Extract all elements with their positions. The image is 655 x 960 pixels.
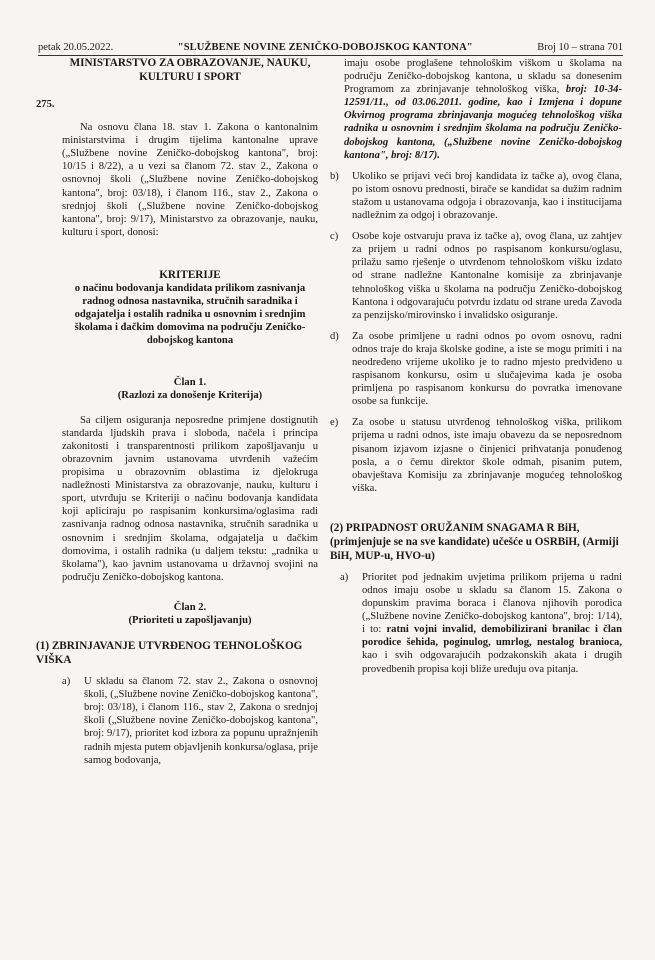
header-page-number: Broj 10 – strana 701: [537, 42, 623, 53]
section-1-item-b: [330, 170, 622, 222]
section-1-item-a-continuation: [330, 57, 622, 162]
act-number: 275.: [36, 99, 55, 110]
continuation-text: imaju osobe proglašene tehnološkim viškom u školama na području Zeničko-dobojskog kantona, u skladu sa donesenim Programom za zbrinjavanje tehnološkog viška,: [344, 58, 622, 96]
section-1-item-e: [330, 416, 622, 495]
item-text: Za osobe u statusu utvrđenog tehnološkog viška, prilikom prijema u radni odnos, iste imaju obavezu da se neposrednom pisanom izjavom izjasne o činjenici prihvatanja ponuđenog posla, a o čemu direktor škole odmah, pisanim putem, obavještava Komisiju za zbrinjavanje mogućeg tehnološkog viška.: [352, 417, 622, 494]
document-title: KRITERIJE: [159, 268, 221, 281]
header-publication: "SLUŽBENE NOVINE ZENIČKO-DOBOJSKOG KANTONA": [177, 42, 473, 53]
item-label: c): [330, 231, 339, 243]
right-column: [330, 57, 622, 676]
document-subtitle: o načinu bodovanja kandidata prilikom zasnivanja radnog odnosa nastavnika, stručnih saradnika i odgajatelja i ostalih radnika u osnovnim i srednjim školama i đačkim domovima na području Zeničko-dobojskog kantona: [74, 283, 306, 347]
section-1-item-d: [330, 330, 622, 409]
article-1-text: Sa ciljem osiguranja neposredne primjene dostignutih standarda ljudskih prava i sloboda, načela i principa zakonitosti i transparentnosti prilikom zapošljavanju u obrazovnim javnim ustanovama utvrđenih važećim propisima u obrazovnim oblastima iz djelokruga nadležnosti Ministarstva za obrazovanje, nauku, kulturu i sport, utvrđuju se Kriteriji o načinu bodovanja kandidata koji apliciraju po raspisanim konkursima/oglasima radi zasnivanja radnog odnosa nastavnika, stručnih saradnika u osnovnim i srednjim školama, odgajatelja u đačkim domovima, i ostalih radnika (u daljem tekstu: „radnika u školama"), kao javnim ustanovama u državnoj svojini na području Zeničko-dobojskog kantona.: [62, 414, 318, 583]
page-header: [38, 42, 623, 56]
article-2-subtitle: (Prioriteti u zapošljavanju): [128, 615, 252, 626]
left-column: [36, 57, 318, 767]
section-2-heading: (2) PRIPADNOST ORUŽANIM SNAGAMA R BiH, (primjenjuje se na sve kandidate) učešće u OSRBiH, (Armiji BiH, MUP-u, HVO-u): [330, 521, 619, 562]
article-2-title: Član 2.: [173, 601, 207, 613]
item-label: b): [330, 170, 339, 182]
section-1-item-c: [330, 230, 622, 322]
item-text-tail: kao i svih odgovarajućih podzakonskih akata i drugih provedbenih propisa koji bliže uređuju ova pitanja.: [362, 650, 622, 675]
section-1-item-a: [62, 675, 318, 767]
item-label: a): [340, 571, 349, 583]
item-label: d): [330, 330, 339, 342]
item-text: Ukoliko se prijavi veći broj kandidata iz tačke a), ovog člana, po istom osnovu prednosti, birače se kandidat sa dužim radnim stažom u ustanovama odgoja i obrazovanja, kao i institucijama nadležnim za odgoj i obrazovanje.: [352, 170, 622, 222]
article-1-title: Član 1.: [173, 376, 207, 388]
item-text: Za osobe primljene u radni odnos po ovom osnovu, radni odnos traje do kraja školske godine, a iste se mogu primiti i na neodređeno vrijeme ukoliko je to radno mjesto predviđeno u raspisanom konkursu, osim u slučajevima kada je osoba primljena po raspisanom konkursu do povratka imenovane osobe sa funkcije.: [352, 330, 622, 408]
item-text-bold: ratni vojni invalid, demobilizirani branilac i član porodice šehida, poginulog, umrlog, nestalog branioca,: [362, 624, 622, 649]
item-label: a): [62, 676, 71, 688]
ministry-heading: MINISTARSTVO ZA OBRAZOVANJE, NAUKU, KULTURU I SPORT: [69, 57, 311, 83]
preamble: Na osnovu člana 18. stav 1. Zakona o kantonalnim ministarstvima i drugim tijelima kantonalne uprave („Službene novine Zeničko-dobojskog kantona", broj: 10/15 i 8/22), a u vezi sa članom 72. stav 2., Zakona o osnovnoj školi („Službene novine Zeničko-dobojskog kantona", broj: 03/18), i članom 116., stav 2., Zakona o srednjoj školi („Službene novine Zeničko-dobojskog kantona", broj: 9/17), Ministarstvo za obrazovanje, nauku, kulturu i sport, donosi:: [62, 122, 318, 238]
item-text-plain: Prioritet pod jednakim uvjetima prilikom prijema u radni odnos imaju osobe u skladu sa članom 15. Zakona o dopunskim pravima boraca i članova njihovih porodica („Službene novine Zeničko-dobojskog kantona", broj: 1/14), i to:: [362, 571, 622, 636]
article-1-subtitle: (Razlozi za donošenje Kriterija): [117, 389, 263, 401]
continuation-reference: broj: 10-34-12591/11., od 03.06.2011. godine, kao i Izmjena i dopune Okvirnog programa zbrinjavanja mogućeg tehnološkog viška radnika u osnovnim i srednjim školama na području Zeničko-dobojskog kantona, („Službene novine Zeničko-dobojskog kantona", broj: 8/17).: [344, 84, 622, 161]
item-text: U skladu sa članom 72. stav 2., Zakona o osnovnoj školi, („Službene novine Zeničko-dobojskog kantona", broj: 03/18), i članom 116., stav 2, Zakona o srednjoj školi („Službene novine Zeničko-dobojskog kantona", broj: 9/17), prioritet kod izbora za popunu upražnjenih radnih mjesta putem objavljenih konkursa/oglasa, prije samog bodovanja,: [84, 676, 318, 766]
item-label: e): [330, 417, 339, 429]
item-text: [362, 571, 622, 676]
header-date: petak 20.05.2022.: [38, 42, 114, 53]
section-2-item-a: [330, 571, 622, 676]
item-text: Osobe koje ostvaruju prava iz tačke a), ovog člana, uz zahtjev za prijem u radni odnos po raspisanom konkursu/oglasu, prilažu samo rješenje o utvrđenom tehnološkom višku izdato od strane nadležne Kantonalne komisije za zbrinjavanje tehnološkog viška u školama na području Zeničko-dobojskog Kantona i odgovarajuću potvrdu izdatu od strane ureda Zavoda za penzijsko/mirovinsko i invalidsko osiguranje.: [352, 231, 622, 321]
section-1-heading: (1) ZBRINJAVANJE UTVRĐENOG TEHNOLOŠKOG VIŠKA: [36, 640, 303, 667]
